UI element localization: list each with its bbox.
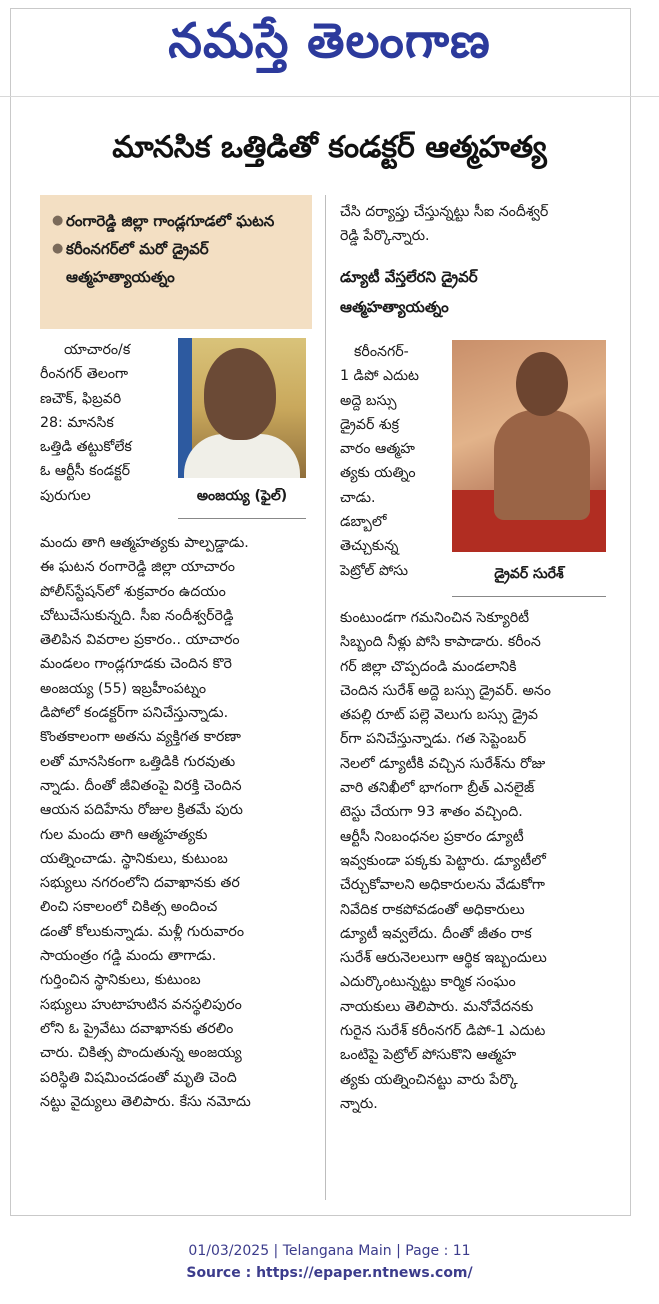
- text-line: అంజయ్య (55) ఇబ్రహీంపట్నం: [40, 680, 207, 697]
- text-line: చోటుచేసుకున్నది. సీఐ నందీశ్వర్‌రెడ్డి: [40, 607, 234, 624]
- left-intro-lines: [40, 338, 172, 508]
- newspaper-masthead: నమస్తే తెలంగాణ: [168, 13, 491, 69]
- text-line: ణచౌక్, ఫిబ్రవరి: [40, 390, 122, 407]
- conductor-photo: [178, 338, 306, 478]
- column-divider: [325, 195, 326, 1200]
- text-line: ఆయన పదిహేను రోజుల క్రితమే పురు: [40, 802, 243, 819]
- right-body: [340, 606, 620, 1116]
- text-line: రెడ్డి పేర్కొన్నారు.: [340, 228, 430, 245]
- text-line: చేర్చుకోవాలని అధికారులను వేడుకోగా: [340, 877, 545, 894]
- footer-date-page: 01/03/2025 | Telangana Main | Page : 11: [188, 1243, 471, 1259]
- text-line: డంతో కోలుకున్నాడు. మళ్లీ గురువారం: [40, 923, 245, 940]
- highlight-item: [52, 207, 302, 235]
- text-line: కుంటుండగా గమనించిన సెక్యూరిటీ: [340, 610, 530, 626]
- text-line: 1 డిపో ఎదుట: [340, 368, 419, 385]
- right-intro-lines: [340, 340, 444, 583]
- text-line: లోని ఓ ప్రైవేటు దవాఖానకు తరలిం: [40, 1020, 234, 1037]
- text-line: పరిస్థితి విషమించడంతో మృతి చెంది: [40, 1069, 237, 1086]
- text-line: ఒంటిపై పెట్రోల్ పోసుకొని ఆత్మహ: [340, 1047, 517, 1064]
- highlights-box: [40, 195, 312, 329]
- text-line: నట్టు వైద్యులు తెలిపారు. కేసు నమోదు: [40, 1093, 251, 1110]
- text-line: వారి తనిఖీలో భాగంగా బ్రీత్ ఎనలైజ్: [340, 780, 535, 797]
- text-line: డ్యూటీ ఇవ్వలేదు. దీంతో జీతం రాక: [340, 925, 532, 942]
- bullet-icon: ●: [52, 213, 64, 228]
- text-line: ఇవ్వకుండా పక్కకు పెట్టారు. డ్యూటీలో: [340, 852, 546, 869]
- text-line: అద్దె బస్సు: [340, 392, 397, 409]
- text-line: సాయంత్రం గడ్డి మందు తాగాడు.: [40, 948, 217, 965]
- subheading-line: ఆత్మహత్యాయత్నం: [340, 298, 449, 316]
- text-line: లించి సకాలంలో చికిత్స అందించ: [40, 899, 218, 916]
- text-line: గుర్తించిన స్థానికులు, కుటుంబ: [40, 972, 201, 989]
- text-line: మందు తాగి ఆత్మహత్యకు పాల్పడ్డాడు.: [40, 535, 249, 551]
- right-top-lines: [340, 200, 620, 249]
- text-line: యాచారం/క: [64, 342, 131, 358]
- text-line: పురుగుల: [40, 487, 91, 504]
- text-line: గర్ జిల్లా చొప్పదండి మండలానికి: [340, 658, 517, 675]
- text-line: న్నారు.: [340, 1095, 378, 1112]
- text-line: సురేశ్ ఆరునెలలుగా ఆర్థిక ఇబ్బందులు: [340, 950, 547, 967]
- text-line: నెలలో డ్యూటీకి వచ్చిన సురేశ్‌ను రోజు: [340, 755, 546, 772]
- left-body: [40, 531, 312, 1114]
- driver-photo: [452, 340, 606, 552]
- text-line: తెచ్చుకున్న: [340, 538, 399, 555]
- sub-heading: [340, 262, 620, 322]
- text-line: నివేదిక రాకపోవడంతో అధికారులు: [340, 901, 525, 918]
- bullet-icon: ●: [52, 241, 64, 256]
- text-line: చారు. చికిత్స పొందుతున్న అంజయ్య: [40, 1045, 242, 1062]
- text-line: చాడు.: [340, 489, 376, 506]
- text-line: ఎదుర్కొంటున్నట్టు కార్మిక సంఘం: [340, 974, 516, 991]
- text-line: ఓ ఆర్టీసీ కండక్టర్: [40, 463, 131, 480]
- text-line: నాయకులు తెలిపారు. మనోవేదనకు: [340, 998, 534, 1015]
- text-line: లతో మానసికంగా ఒత్తిడికి గురవుతు: [40, 753, 236, 770]
- footer-source: Source : https://epaper.ntnews.com/: [186, 1265, 473, 1281]
- text-line: త్యకు యత్నించినట్టు వారు పేర్కొ: [340, 1071, 518, 1088]
- text-line: ఒత్తిడి తట్టుకోలేక: [40, 439, 132, 456]
- highlight-text: కరీంనగర్‌లో మరో డ్రైవర్ ఆత్మహత్యాయత్నం: [66, 240, 209, 286]
- text-line: టెస్టు చేయగా 93 శాతం వచ్చింది.: [340, 804, 523, 821]
- text-line: రీంనగర్ తెలంగా: [40, 366, 129, 383]
- text-line: ఆర్టీసీ నింబంధనల ప్రకారం డ్యూటీ: [340, 828, 524, 845]
- text-line: సభ్యులు నగరంలోని దవాఖానకు తర: [40, 875, 240, 892]
- text-line: డ్రైవర్ శుక్ర: [340, 416, 400, 433]
- text-line: పోలీస్‌స్టేషన్‌లో శుక్రవారం ఉదయం: [40, 583, 226, 600]
- text-line: సభ్యులు హుటాహుటిన వనస్థలిపురం: [40, 996, 242, 1013]
- highlight-text: రంగారెడ్డి జిల్లా గాండ్లగూడలో ఘటన: [66, 212, 275, 230]
- text-line: గుల మందు తాగి ఆత్మహత్యకు: [40, 826, 208, 843]
- text-line: యత్నించాడు. స్థానికులు, కుటుంబ: [40, 850, 228, 867]
- text-line: డిపోలో కండక్టర్‌గా పనిచేస్తున్నాడు.: [40, 705, 229, 722]
- text-line: న్నాడు. దీంతో జీవితంపై విరక్తి చెందిన: [40, 777, 242, 794]
- text-line: త్యకు యత్నిం: [340, 465, 416, 482]
- text-line: మండలం గాండ్లగూడకు చెందిన కొరె: [40, 656, 232, 673]
- caption-rule: [452, 596, 606, 597]
- text-line: తెలిపిన వివరాల ప్రకారం.. యాచారం: [40, 632, 240, 649]
- photo-caption-right: డ్రైవర్ సురేశ్: [494, 566, 564, 582]
- text-line: ఈ ఘటన రంగారెడ్డి జిల్లా యాచారం: [40, 559, 235, 576]
- text-line: 28: మానసిక: [40, 414, 114, 431]
- text-line: పెట్రోల్ పోసు: [340, 562, 409, 579]
- text-line: కొంతకాలంగా అతను వ్యక్తిగత కారణా: [40, 729, 241, 746]
- photo-caption-left: అంజయ్య (ఫైల్): [196, 488, 288, 504]
- text-line: కరీంనగర్-: [354, 344, 409, 360]
- text-line: ర్‌గా పనిచేస్తున్నాడు. గత సెప్టెంబర్: [340, 731, 527, 748]
- text-line: చేసి దర్యాప్తు చేస్తున్నట్టు సీఐ నందీశ్వర్: [340, 204, 549, 220]
- article-headline: మానసిక ఒత్తిడితో కండక్టర్ ఆత్మహత్య: [112, 130, 547, 165]
- text-line: గురైన సురేశ్ కరీంనగర్ డిపో-1 ఎదుట: [340, 1023, 546, 1040]
- text-line: వారం ఆత్మహ: [340, 441, 415, 458]
- text-line: డబ్బాలో: [340, 514, 387, 531]
- masthead-divider: [0, 96, 659, 97]
- highlight-item: [52, 235, 302, 291]
- caption-rule: [178, 518, 306, 519]
- text-line: తపల్లి రూట్ పల్లె వెలుగు బస్సు డ్రైవ: [340, 707, 538, 724]
- subheading-line: డ్యూటీ వేస్తలేరని డ్రైవర్: [340, 268, 478, 286]
- text-line: చెందిన సురేశ్ అద్దె బస్సు డ్రైవర్. అనం: [340, 682, 551, 699]
- text-line: సిబ్బంది నీళ్లు పోసి కాపాడారు. కరీంన: [340, 634, 541, 651]
